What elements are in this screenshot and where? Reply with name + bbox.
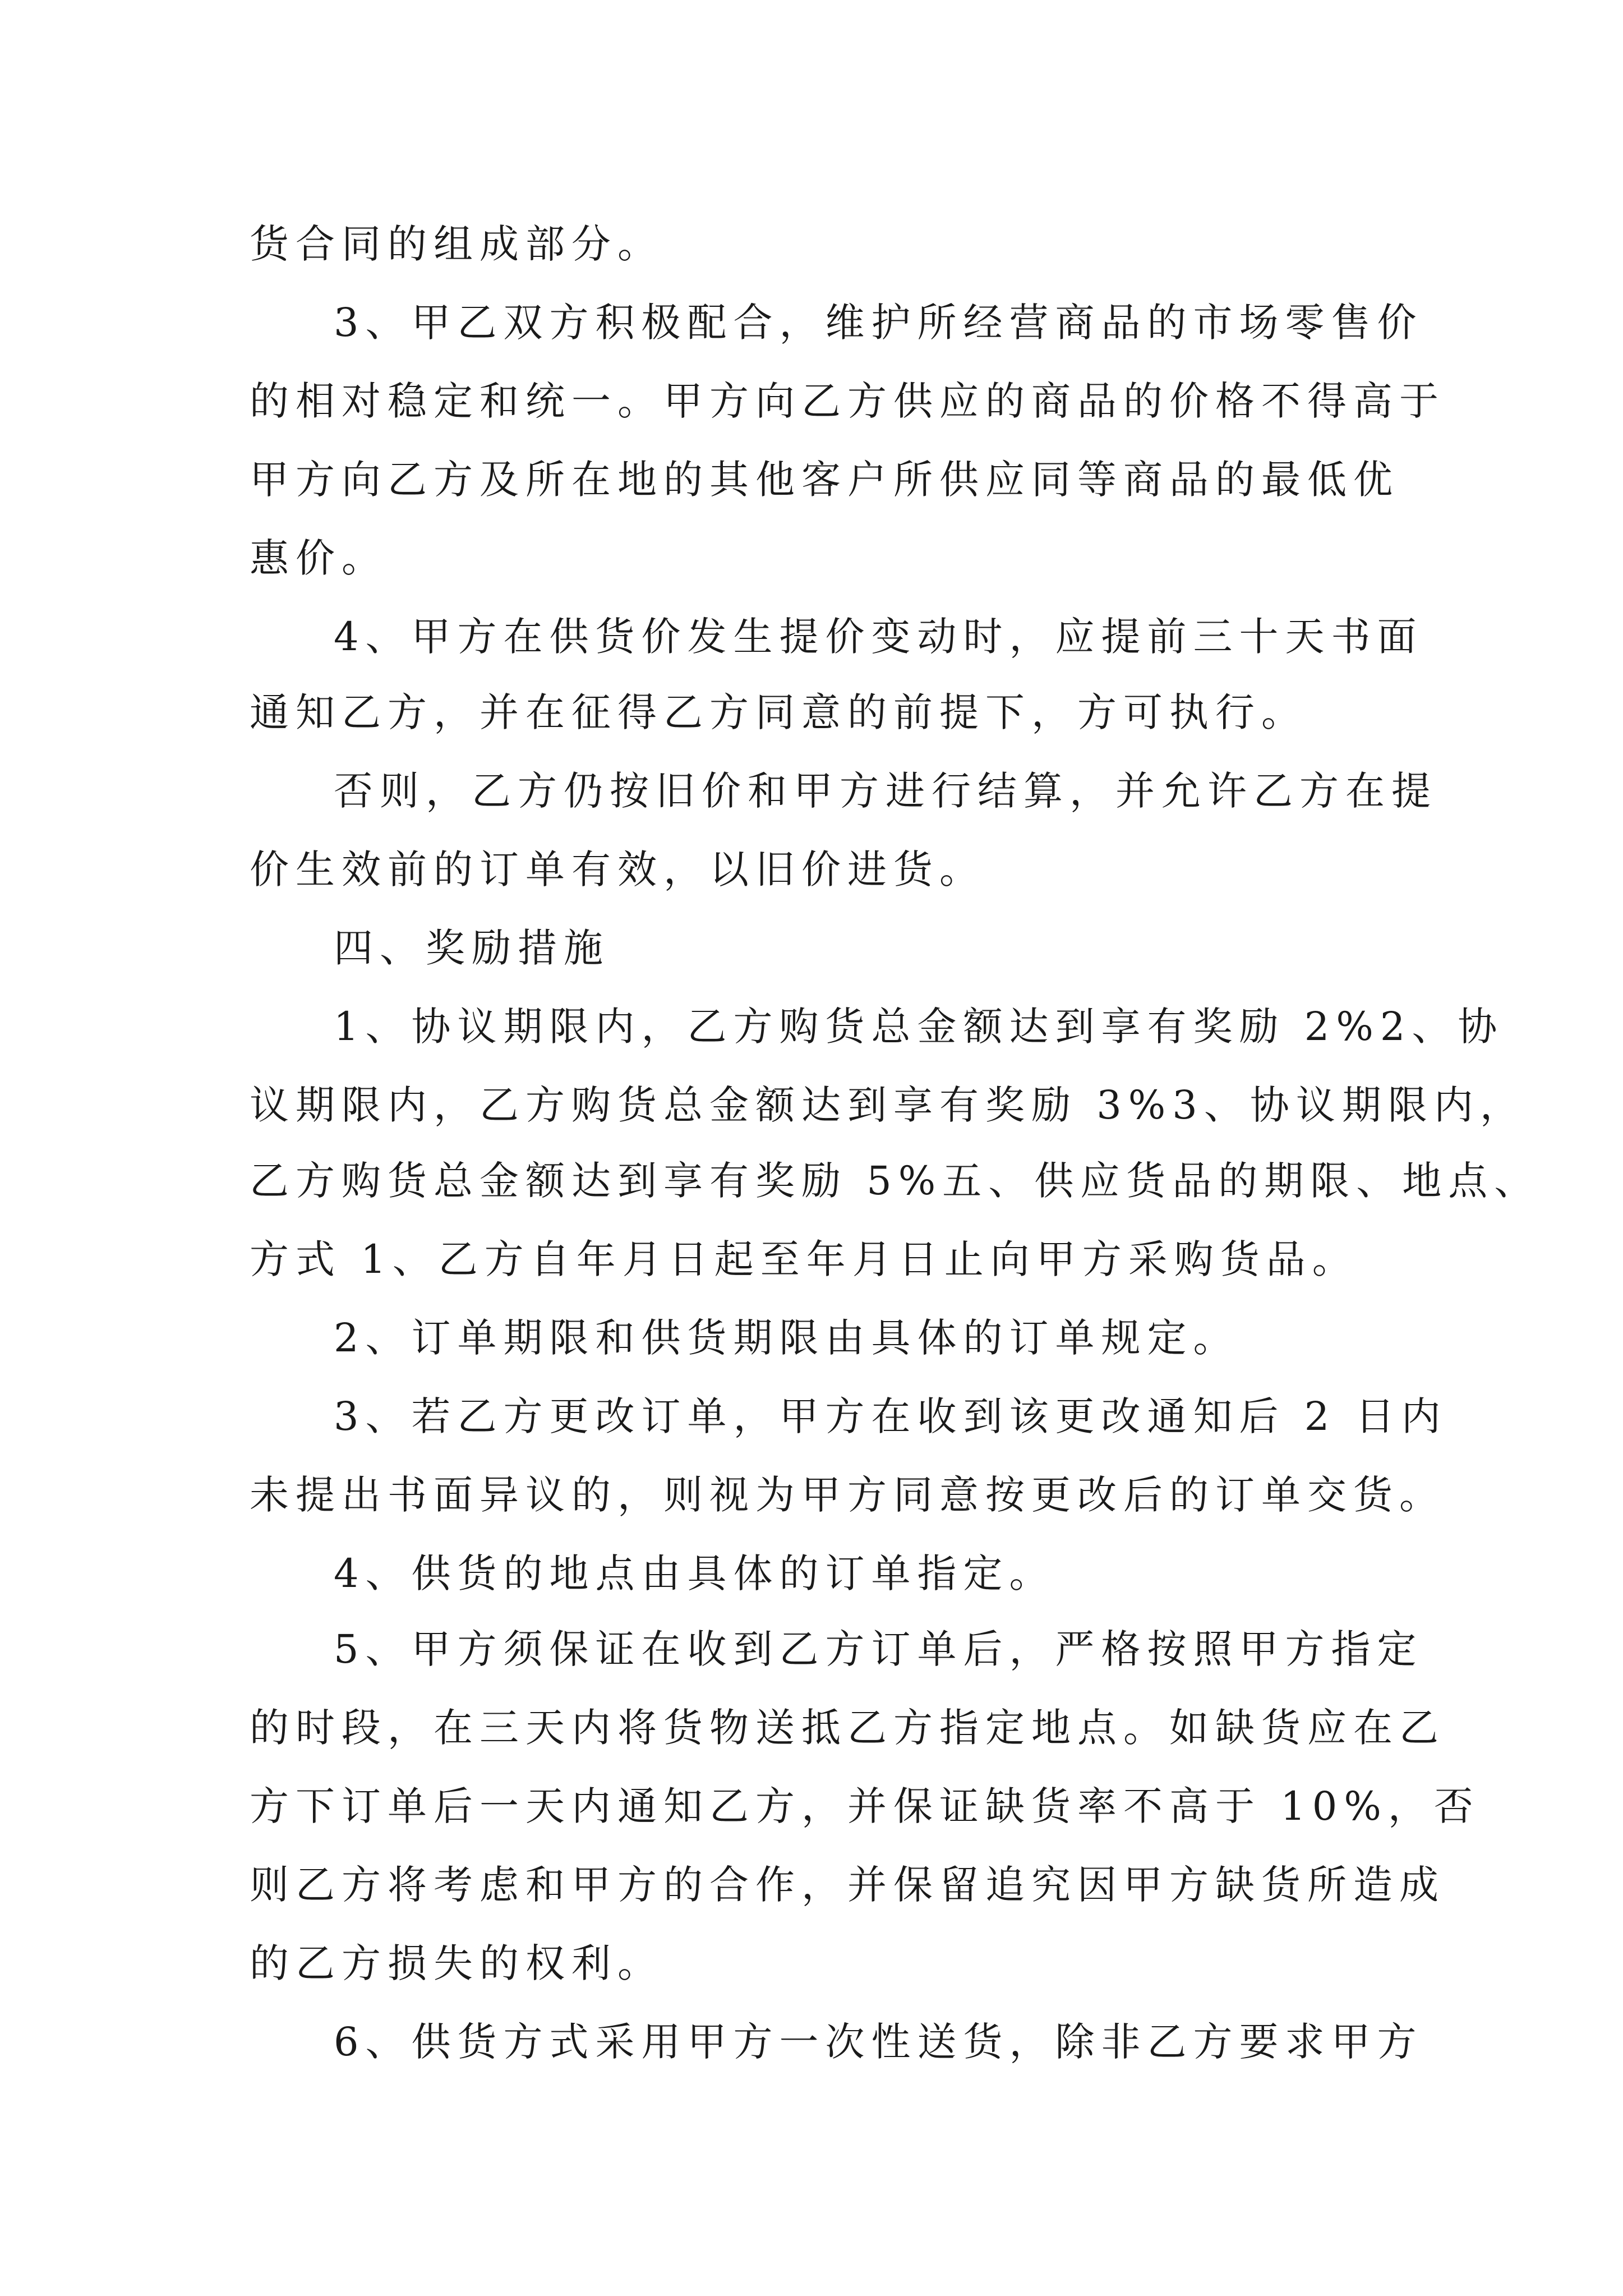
text-line: 乙方购货总金额达到享有奖励 5%五、供应货品的期限、地点、	[250, 1158, 1541, 1204]
text-line: 甲方向乙方及所在地的其他客户所供应同等商品的最低优	[250, 457, 1399, 503]
text-line: 方式 1、乙方自年月日起至年月日止向甲方采购货品。	[250, 1236, 1358, 1282]
text-line: 未提出书面异议的，则视为甲方同意按更改后的订单交货。	[250, 1472, 1445, 1518]
text-line: 惠价。	[250, 535, 388, 581]
text-line: 通知乙方，并在征得乙方同意的前提下，方可执行。	[250, 689, 1307, 735]
text-line: 1、协议期限内，乙方购货总金额达到享有奖励 2%2、协	[334, 1004, 1504, 1050]
text-line: 5、甲方须保证在收到乙方订单后，严格按照甲方指定	[334, 1626, 1423, 1672]
text-line: 2、订单期限和供货期限由具体的订单规定。	[334, 1315, 1239, 1361]
text-line: 的时段，在三天内将货物送抵乙方指定地点。如缺货应在乙	[250, 1705, 1445, 1751]
text-line: 议期限内，乙方购货总金额达到享有奖励 3%3、协议期限内，	[250, 1082, 1526, 1128]
section-heading: 四、奖励措施	[334, 925, 610, 971]
text-line: 价生效前的订单有效，以旧价进货。	[250, 846, 985, 892]
text-line: 则乙方将考虑和甲方的合作，并保留追究因甲方缺货所造成	[250, 1862, 1445, 1908]
text-line: 4、甲方在供货价发生提价变动时，应提前三十天书面	[334, 614, 1423, 660]
text-line: 的相对稳定和统一。甲方向乙方供应的商品的价格不得高于	[250, 378, 1445, 424]
text-line: 3、若乙方更改订单，甲方在收到该更改通知后 2 日内	[334, 1393, 1447, 1439]
text-line: 方下订单后一天内通知乙方，并保证缺货率不高于 10%，否	[250, 1783, 1480, 1829]
text-line: 的乙方损失的权利。	[250, 1940, 663, 1986]
text-line: 6、供货方式采用甲方一次性送货，除非乙方要求甲方	[334, 2019, 1423, 2065]
text-line: 否则，乙方仍按旧价和甲方进行结算，并允许乙方在提	[334, 768, 1437, 814]
text-line: 3、甲乙双方积极配合，维护所经营商品的市场零售价	[334, 300, 1423, 346]
text-line: 4、供货的地点由具体的订单指定。	[334, 1550, 1055, 1596]
text-line: 货合同的组成部分。	[250, 221, 663, 267]
